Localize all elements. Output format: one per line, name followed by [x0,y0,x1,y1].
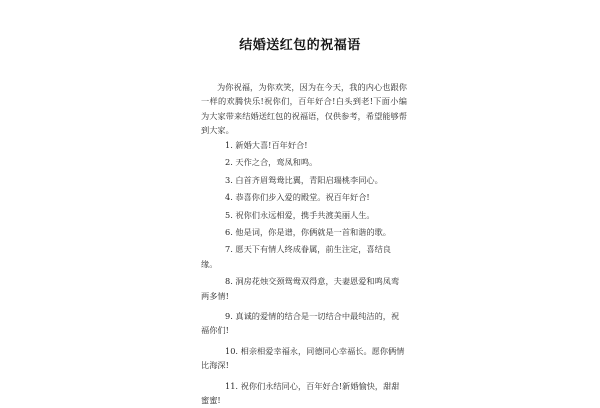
item-text: 他是词，你是谱，你俩就是一首和谐的歌。 [235,227,391,238]
item-number: 2. [225,157,233,168]
intro-paragraph: 为你祝福，为你欢笑，因为在今天，我的内心也跟你一样的欢腾快乐!祝你们，百年好合!白头到老!下面小编为大家带来结婚送红包的祝福语，仅供参考，希望能够帮到大家。 [201,82,407,136]
list-item [201,190,407,204]
list-item [201,274,407,303]
list-item [201,138,407,152]
item-number: 7. [225,244,233,255]
item-number: 11. [225,380,239,391]
item-text: 相亲相爱幸福永，同德同心幸福长。愿你俩情比海深! [201,345,405,371]
item-text: 祝你们永结同心，百年好合!新婚愉快，甜甜蜜蜜! [201,380,400,406]
list-item [201,208,407,222]
list-item [201,379,407,408]
item-number: 3. [225,174,233,185]
item-text: 天作之合，鸾凤和鸣。 [235,157,318,168]
item-number: 8. [225,276,233,287]
list-item [201,344,407,373]
item-text: 洞房花烛交颈鸳鸯双得意，夫妻恩爱和鸣凤鸾两多情! [201,276,400,301]
document-title: 结婚送红包的祝福语 [239,38,361,53]
item-number: 10. [225,345,239,356]
list-item [201,225,407,239]
list-item [201,173,407,187]
item-number: 6. [225,227,233,238]
blessing-list [201,138,407,408]
list-item [201,309,407,338]
item-number: 9. [225,311,233,322]
item-number: 1. [225,140,233,150]
item-text: 真诚的爱情的结合是一切结合中最纯洁的，祝福你们! [201,311,400,336]
list-item [201,155,407,169]
item-text: 愿天下有情人终成眷属，前生注定，喜结良缘。 [201,244,391,269]
item-text: 恭喜你们步入爱的殿堂。祝百年好合! [235,192,370,203]
item-number: 4. [225,192,233,203]
item-text: 祝你们永远相爱，携手共渡美丽人生。 [235,209,375,220]
item-text: 新婚大喜!百年好合! [235,140,308,150]
list-item [201,242,407,271]
item-text: 白首齐眉鸳鸯比翼，青阳启瑞桃李同心。 [235,174,383,185]
item-number: 5. [225,209,233,220]
